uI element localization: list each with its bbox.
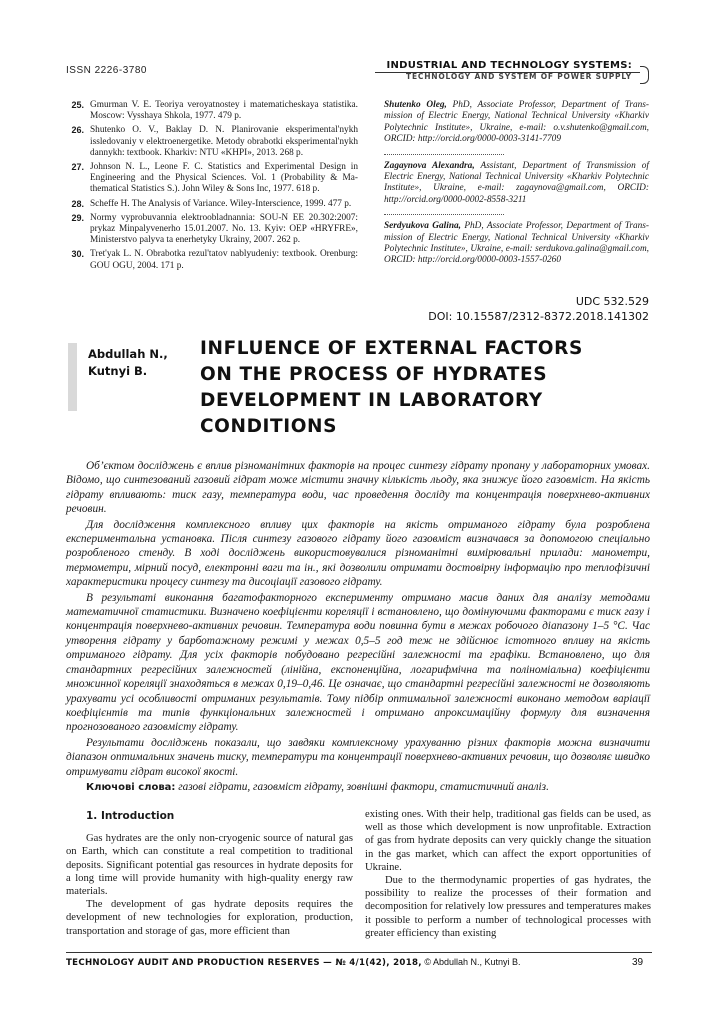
body-paragraph: The development of gas hydrate deposits requires the development of new technologies for exploration, production, transportation and storage of gas, more efficient than — [66, 899, 353, 937]
dotted-separator — [384, 153, 504, 155]
body-paragraph: existing ones. With their help, traditional gas fields can be used, as well as those which development is now unprofitable. Extraction of gas from hydrate deposits can very quickly change the situation in the gas market, which can affect the export opportunities of Ukraine. — [365, 809, 651, 873]
author-details: PhD, Associate Professor, Department of Transmission of Electric Energy, National Technical University «Kharkiv Polytechnic Institute», Ukraine, e-mail: o.v.shutenko@gmail.com, ORCID: http://orcid.org/0000-0003-3141-7709 — [384, 100, 649, 145]
authors-info — [384, 100, 649, 267]
section-title: 1. Introduction — [86, 810, 175, 822]
reference-item — [62, 125, 358, 159]
doi: DOI: 10.15587/2312-8372.2018.141302 — [428, 310, 649, 323]
reference-text: Tret'yak L. N. Obrabotka rezul'tatov nablyudeniy: textbook. Orenburg: GOU OGU, 2004. 171 p. — [90, 249, 358, 271]
issn: ISSN 2226-3780 — [66, 65, 147, 76]
reference-number: 25. — [71, 100, 84, 110]
reference-number: 27. — [71, 162, 84, 173]
article-author: Abdullah N., — [88, 347, 168, 361]
footer-divider — [66, 952, 652, 953]
abstract-paragraph: Результати досліджень показали, що завдяки комплексному урахуванню різних факторів можна визначити діапазон оптимальних значень тиску, температури та концентрації поверхнево-активних речовин, що дозволяє швидко отримувати гідрат високої якості. — [66, 736, 650, 778]
author-entry — [384, 161, 649, 207]
body-paragraph: Gas hydrates are the only non-cryogenic source of natural gas on Earth, which can constitute a real competition to traditional deposits. Significant potential gas resources in hydrate deposits for a long time will provide humanity with high-quality energy raw materials. — [66, 833, 353, 898]
body-column-left — [66, 808, 353, 938]
reference-number: 28. — [71, 198, 84, 209]
abstract-paragraph: В результаті виконання багатофакторного експерименту отримано масив даних для аналізу методами математичної статистики. Визначено коефіцієнти кореляції і встановлено, що домінуючими факторами є тиск газу і концентрація поверхнево-активних речовин. Температура води повинна бути в межах робочого діапазону 1–5 °C. Час утворення гідрату у барботажному режимі у межах 0,5–5 год теж не здійснює істотного впливу на якість отриманого гідрату. Для усіх факторів побудовано регресійні залежності та графіки. Встановлено, що для стандартних регресійних залежностей (лінійна, експоненційна, логарифмічна та поліноміальна) коефіцієнти множинної кореляції знаходяться в межах 0,19–0,46. Це означає, що стандартні регресійні залежності не дозволяють урахувати усі особливості отриманих результатів. Тому підбір оптимальної залежності виконано методом варіації коефіцієнтів та типів функціональних залежностей і отримано апроксимаційну формулу для визначення прогнозованого газовмісту гідрату. — [66, 591, 650, 734]
body-paragraph: Due to the thermodynamic properties of gas hydrates, the possibility to realize the processes of their formation and decomposition for relatively low pressures and temperatures makes it possible to perform a number of technological processes with greater efficiency than existing — [365, 875, 651, 939]
reference-number: 26. — [71, 125, 84, 136]
reference-item — [62, 100, 358, 122]
reference-number: 29. — [71, 212, 84, 223]
article-author: Kutnyi B. — [88, 364, 148, 378]
article-title: INFLUENCE OF EXTERNAL FACTORS ON THE PROCESS OF HYDRATES DEVELOPMENT IN LABORATORY CONDITIONS — [200, 338, 583, 437]
page-number: 39 — [632, 957, 644, 968]
reference-list — [62, 100, 358, 275]
author-entry — [384, 100, 649, 146]
reference-number: 30. — [71, 249, 84, 260]
reference-text: Gmurman V. E. Teoriya veroyatnostey i matematicheskaya statistika. Moscow: Vysshaya Shkola, 1977. 479 p. — [90, 100, 358, 122]
reference-text: Johnson N. L., Leone F. C. Statistics and Experimental Design in Engineering and the Physical Sciences. Vol. 1 (Probability & Mathematical Statistics S.). John Wiley & Sons Inc, 1977. 618 p. — [90, 162, 358, 195]
footer-rights: © Abdullah N., Kutnyi B. — [421, 957, 521, 967]
udc: UDC 532.529 — [575, 295, 649, 308]
abstract-paragraph: Для дослідження комплексного впливу цих факторів на якість отриманого гідрату була розроблена експериментальна установка. Після синтезу газового гідрату його газовміст визначався за допомогою спеціально розробленого стенду. В ході досліджень використовувалися різноманітні вимірювальні прилади: манометри, термометри, мірний посуд, електронні ваги та ін., які дозволили отримати достовірну інформацію про теплофізичні характеристики процесу синтезу та дисоціації газового гідрату. — [66, 518, 650, 589]
abstract-paragraph: Об’єктом досліджень є вплив різноманітних факторів на процес синтезу гідрату пропану у лабораторних умовах. Відомо, що синтезований газовий гідрат може містити значну кількість льоду, яка знижує його газовміст. На якість гідрату впливають: тиск газу, температура води, час проведення досліду та концентрація поверхнево-активних речовин. — [66, 460, 650, 516]
reference-text: Shutenko O. V., Baklay D. N. Planirovanie eksperimental'nykh issledovaniy v elektroenergetike. Metody obrabotki eksperimental'nykh dannykh: textbook. Kharkiv: NTU «KHPI», 2013. 268 p. — [90, 125, 358, 158]
keywords — [66, 780, 650, 795]
keywords-label: Ключові слова: — [86, 781, 176, 793]
author-name: Serdyukova Galina, — [384, 221, 461, 232]
reference-text: Normy vyprobuvannia elektroobladnannia: SOU-N EE 20.302:2007: prykaz Minpalyvenerho 15.01.2007. No. 13. Kyiv: OEP «HRYFRE», Ministerstvo palyva ta enerhetyky Ukrainy, 2007. 262 p. — [90, 212, 358, 246]
author-entry — [384, 221, 649, 267]
author-name: Zagaynova Alexandra, — [384, 160, 475, 171]
footer-citation — [66, 957, 521, 968]
reference-item — [62, 213, 358, 247]
journal-subtitle: TECHNOLOGY AND SYSTEM OF POWER SUPPLY — [406, 72, 632, 81]
reference-item — [62, 199, 358, 210]
reference-item — [62, 162, 358, 196]
reference-text: Scheffe H. The Analysis of Variance. Wiley-Interscience, 1999. 477 p. — [90, 198, 352, 209]
author-name: Shutenko Oleg, — [384, 100, 447, 110]
abstract — [66, 459, 650, 795]
keywords-text: газові гідрати, газовміст гідрату, зовнішні фактори, статистичний аналіз. — [175, 780, 549, 793]
body-column-right — [365, 808, 651, 940]
author-details: Assistant, Department of Transmission of Electric Energy, National Technical University «Kharkiv Polytechnic Institute», Ukraine, e-mail: zagaynova@gmail.com, ORCID: http://orcid.org/0000-0002-8558-3211 — [384, 160, 649, 205]
dotted-separator — [384, 213, 504, 215]
article-authors — [88, 346, 168, 380]
author-details: PhD, Associate Professor, Department of Transmission of Electric Energy, National Technical University «Kharkiv Polytechnic Institute», Ukraine, e-mail: serdukova.galina@gmail.com, ORCID: http://orcid.org/0000-0003-1557-0260 — [384, 221, 649, 266]
journal-title: INDUSTRIAL AND TECHNOLOGY SYSTEMS: — [386, 60, 632, 71]
author-sidebar-accent — [68, 343, 77, 411]
header-bracket — [640, 66, 649, 84]
reference-item — [62, 249, 358, 271]
footer-journal: TECHNOLOGY AUDIT AND PRODUCTION RESERVES — № 4/1(42), 2018, — [66, 958, 422, 968]
